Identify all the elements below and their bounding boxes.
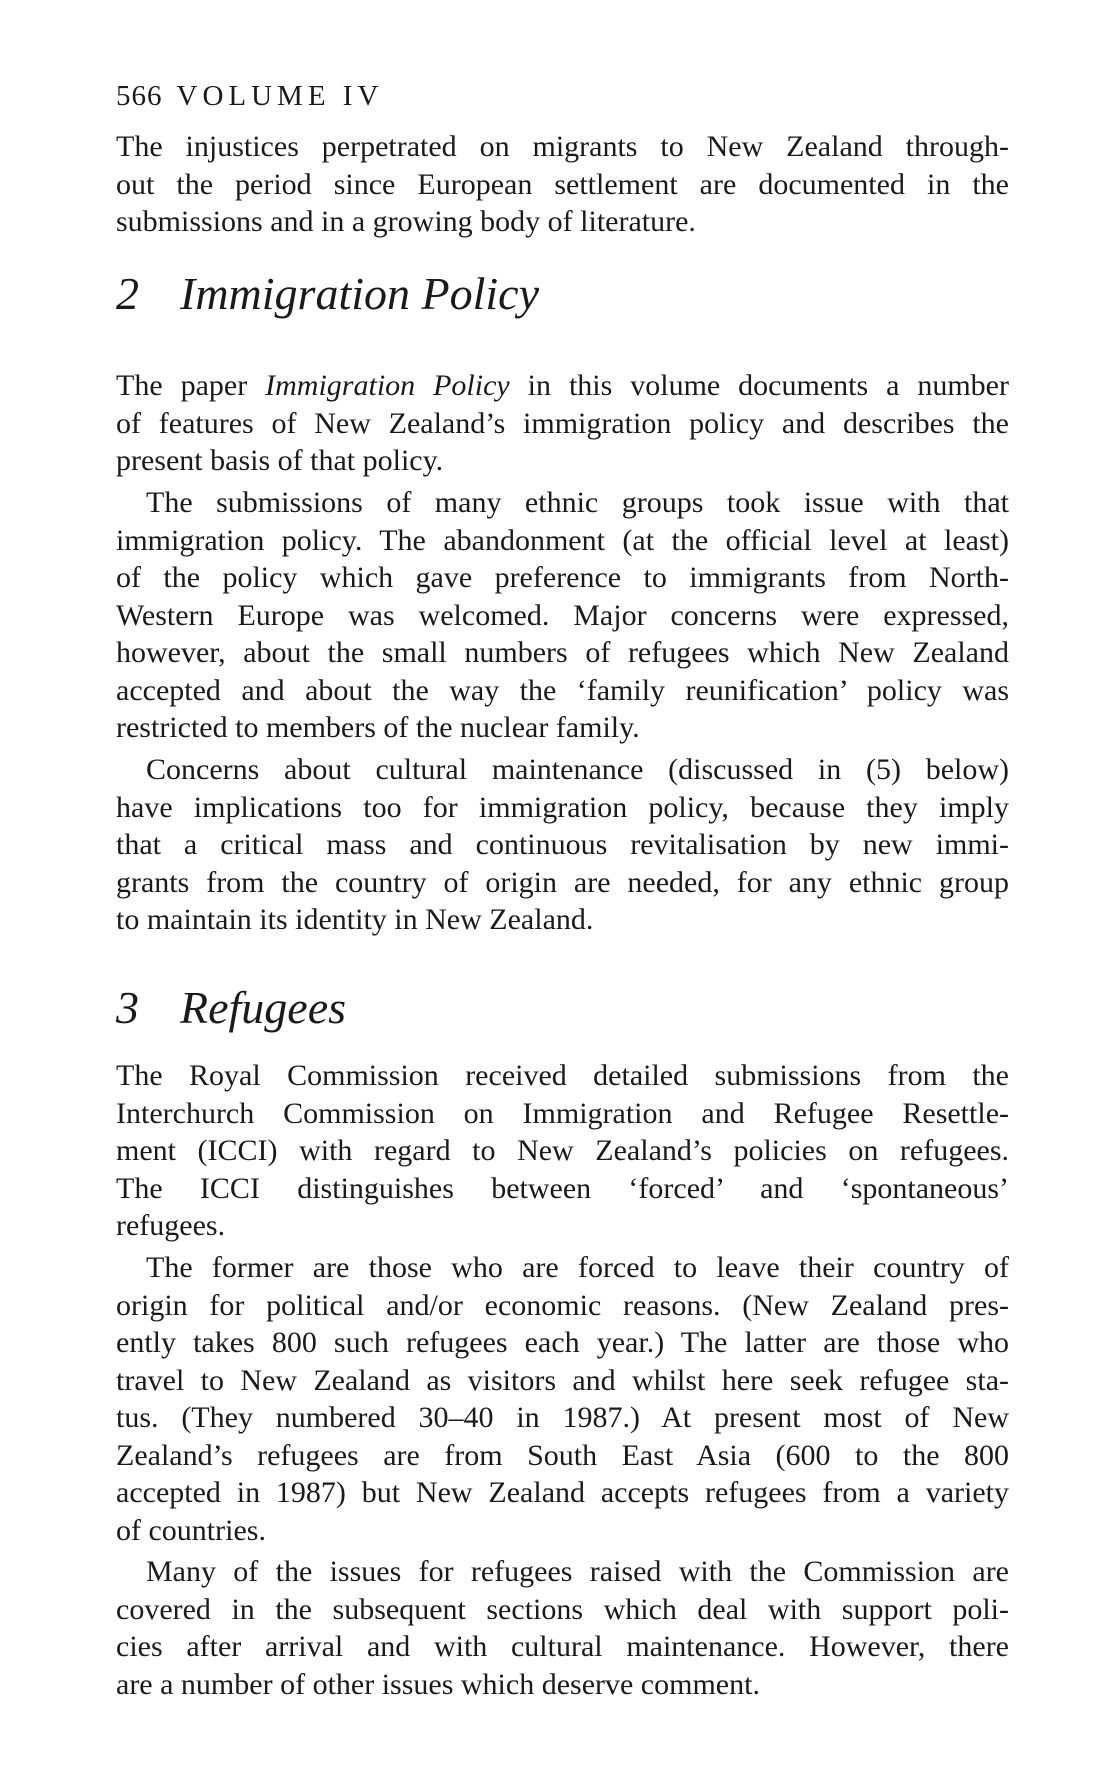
text-line: tus. (They numbered 30–40 in 1987.) At present most of New — [116, 1401, 1009, 1434]
text-line: origin for political and/or economic reasons. (New Zealand pres- — [116, 1288, 1009, 1322]
text-line: Many of the issues for refugees raised with the Commission are — [146, 1555, 1009, 1588]
text-line: The injustices perpetrated on migrants to New Zealand through- — [116, 130, 1009, 163]
page-number: 566 — [116, 80, 163, 112]
running-head — [116, 78, 383, 114]
text-line: Concerns about cultural maintenance (discussed in (5) below) — [146, 753, 1009, 786]
text-line: immigration policy. The abandonment (at the official level at least) — [116, 523, 1009, 557]
text-line: out the period since European settlement are documented in the — [116, 167, 1009, 201]
text-line: The ICCI distinguishes between ‘forced’ and ‘spontaneous’ — [116, 1171, 1009, 1205]
text-line: present basis of that policy. — [116, 444, 444, 477]
refugees-paragraph-3 — [116, 1553, 1009, 1703]
text-run: The paper — [116, 369, 266, 402]
text-line: Zealand’s refugees are from South East Asia (600 to the 800 — [116, 1438, 1009, 1472]
text-line: refugees. — [116, 1209, 226, 1242]
text-line: of the policy which gave preference to immigrants from North- — [116, 561, 1009, 594]
text-run: in this volume documents a number — [509, 369, 1009, 402]
text-line: to maintain its identity in New Zealand. — [116, 903, 594, 936]
text-line: The submissions of many ethnic groups took issue with that — [146, 486, 1009, 519]
text-line: have implications too for immigration policy, because they imply — [116, 790, 1009, 824]
text-line: that a critical mass and continuous revitalisation by new immi- — [116, 828, 1009, 861]
refugees-paragraph-1 — [116, 1057, 1009, 1245]
section-heading-refugees — [116, 980, 346, 1036]
text-line: travel to New Zealand as visitors and whilst here seek refugee sta- — [116, 1363, 1009, 1397]
immigration-paragraph-2 — [116, 484, 1009, 747]
text-line: The Royal Commission received detailed submissions from the — [116, 1059, 1009, 1092]
volume-label: VOLUME IV — [176, 80, 384, 112]
italic-title: Immigration Policy — [265, 369, 510, 402]
text-line: however, about the small numbers of refugees which New Zealand — [116, 636, 1009, 669]
text-line: ment (ICCI) with regard to New Zealand’s policies on refugees. — [116, 1134, 1009, 1167]
immigration-paragraph-3 — [116, 751, 1009, 939]
text-line — [116, 367, 1009, 405]
text-line: Western Europe was welcomed. Major concerns were expressed, — [116, 598, 1009, 632]
text-line: Interchurch Commission on Immigration and Refugee Resettle- — [116, 1096, 1009, 1130]
refugees-paragraph-2 — [116, 1249, 1009, 1549]
text-line: covered in the subsequent sections which deal with support poli- — [116, 1592, 1009, 1626]
text-line: ently takes 800 such refugees each year.) The latter are those who — [116, 1326, 1009, 1359]
text-line: grants from the country of origin are needed, for any ethnic group — [116, 865, 1009, 899]
text-line: of features of New Zealand’s immigration policy and describes the — [116, 406, 1009, 440]
section-number: 2 — [116, 268, 139, 319]
intro-paragraph — [116, 128, 1009, 241]
text-line: restricted to members of the nuclear family. — [116, 711, 640, 744]
text-line: The former are those who are forced to leave their country of — [146, 1251, 1009, 1284]
text-line: of countries. — [116, 1513, 266, 1547]
section-number: 3 — [116, 982, 139, 1033]
section-title: Refugees — [180, 982, 347, 1033]
section-title: Immigration Policy — [180, 268, 539, 319]
text-line: submissions and in a growing body of literature. — [116, 205, 696, 238]
text-line: accepted in 1987) but New Zealand accepts refugees from a variety — [116, 1476, 1009, 1509]
text-line: are a number of other issues which deserve comment. — [116, 1667, 760, 1701]
section-heading-immigration-policy — [116, 266, 539, 322]
immigration-paragraph-1 — [116, 367, 1009, 480]
text-line: cies after arrival and with cultural maintenance. However, there — [116, 1630, 1009, 1663]
text-line: accepted and about the way the ‘family reunification’ policy was — [116, 673, 1009, 707]
